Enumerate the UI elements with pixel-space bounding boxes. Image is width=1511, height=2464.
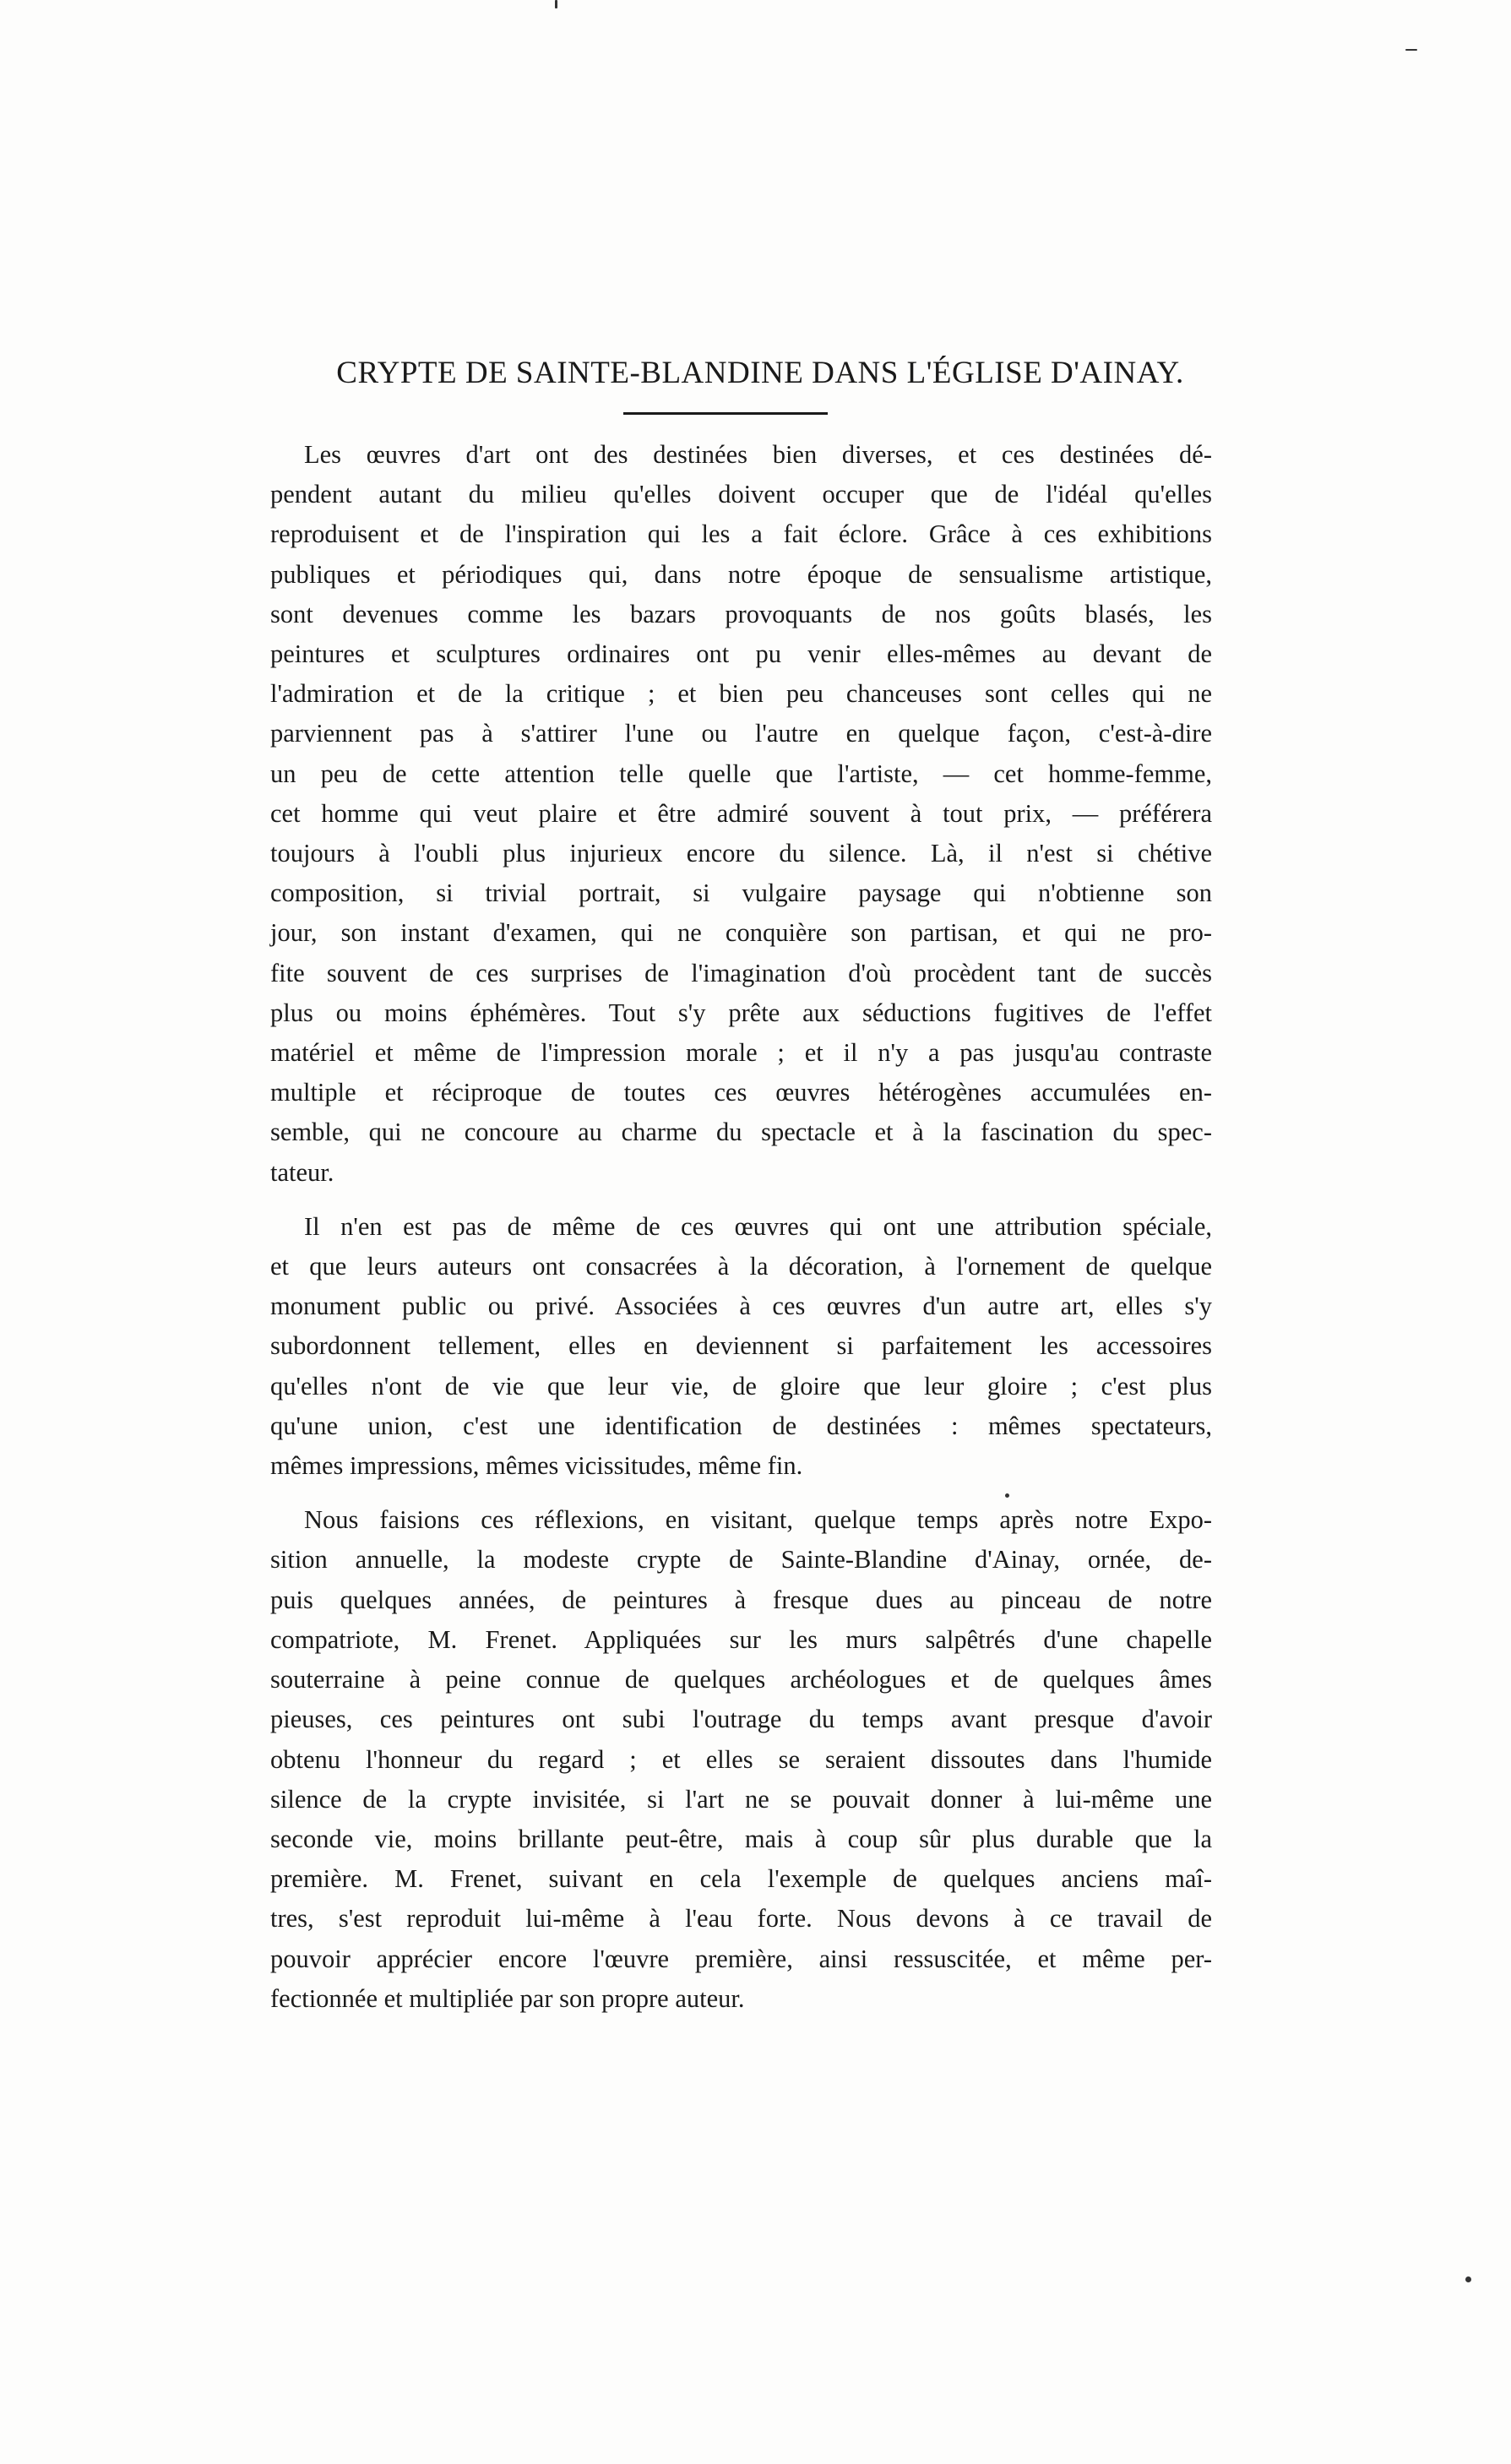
text-line: semble, qui ne concoure au charme du spectacle et à la fascination du spec- bbox=[270, 1118, 1212, 1147]
text-line: peintures et sculptures ordinaires ont pu venir elles-mêmes au devant de bbox=[270, 639, 1212, 669]
text-line: qu'elles n'ont de vie que leur vie, de gloire que leur gloire ; c'est plus bbox=[270, 1371, 1212, 1401]
text-line: matériel et même de l'impression morale ; et il n'y a pas jusqu'au contraste bbox=[270, 1038, 1212, 1068]
text-line: pendent autant du milieu qu'elles doivent occuper que de l'idéal qu'elles bbox=[270, 480, 1212, 509]
article-body bbox=[270, 435, 1212, 2033]
text-line: sont devenues comme les bazars provoquants de nos goûts blasés, les bbox=[270, 599, 1212, 628]
text-line: sition annuelle, la modeste crypte de Sainte-Blandine d'Ainay, ornée, de- bbox=[270, 1545, 1212, 1575]
text-line: souterraine à peine connue de quelques archéologues et de quelques âmes bbox=[270, 1665, 1212, 1694]
text-line: compatriote, M. Frenet. Appliquées sur les murs salpêtrés d'une chapelle bbox=[270, 1624, 1212, 1654]
text-line: monument public ou privé. Associées à ces œuvres d'un autre art, elles s'y bbox=[270, 1292, 1212, 1321]
paragraph-3 bbox=[270, 1500, 1212, 2019]
text-line: fectionnée et multipliée par son propre auteur. bbox=[270, 1983, 745, 2013]
text-line: publiques et périodiques qui, dans notre époque de sensualisme artistique, bbox=[270, 559, 1212, 589]
text-line: reproduisent et de l'inspiration qui les a fait éclore. Grâce à ces exhibitions bbox=[270, 519, 1212, 549]
text-line: Nous faisions ces réflexions, en visitant, quelque temps après notre Expo- bbox=[304, 1505, 1212, 1535]
text-line: et que leurs auteurs ont consacrées à la décoration, à l'ornement de quelque bbox=[270, 1252, 1212, 1281]
text-line: l'admiration et de la critique ; et bien peu chanceuses sont celles qui ne bbox=[270, 679, 1212, 709]
text-line: obtenu l'honneur du regard ; et elles se seraient dissoutes dans l'humide bbox=[270, 1744, 1212, 1774]
scan-speck bbox=[1405, 49, 1417, 51]
scan-speck bbox=[1005, 1493, 1009, 1498]
text-line: subordonnent tellement, elles en deviennent si parfaitement les accessoires bbox=[270, 1331, 1212, 1361]
text-line: un peu de cette attention telle quelle que l'artiste, — cet homme-femme, bbox=[270, 759, 1212, 788]
paragraph-2 bbox=[270, 1207, 1212, 1486]
text-line: puis quelques années, de peintures à fresque dues au pinceau de notre bbox=[270, 1585, 1212, 1614]
paragraph-1 bbox=[270, 435, 1212, 1193]
scan-speck bbox=[555, 0, 557, 8]
text-line: pieuses, ces peintures ont subi l'outrage du temps avant presque d'avoir bbox=[270, 1705, 1212, 1734]
text-line: tres, s'est reproduit lui-même à l'eau forte. Nous devons à ce travail de bbox=[270, 1904, 1212, 1934]
text-line: mêmes impressions, mêmes vicissitudes, même fin. bbox=[270, 1451, 803, 1481]
text-line: cet homme qui veut plaire et être admiré souvent à tout prix, — préférera bbox=[270, 798, 1212, 828]
text-line: pouvoir apprécier encore l'œuvre première, ainsi ressuscitée, et même per- bbox=[270, 1944, 1212, 1973]
text-line: multiple et réciproque de toutes ces œuvres hétérogènes accumulées en- bbox=[270, 1078, 1212, 1107]
text-line: première. M. Frenet, suivant en cela l'exemple de quelques anciens maî- bbox=[270, 1864, 1212, 1894]
text-line: qu'une union, c'est une identification de destinées : mêmes spectateurs, bbox=[270, 1411, 1212, 1440]
text-line: seconde vie, moins brillante peut-être, mais à coup sûr plus durable que la bbox=[270, 1824, 1212, 1853]
text-line: toujours à l'oubli plus injurieux encore du silence. Là, il n'est si chétive bbox=[270, 839, 1212, 868]
text-line: Il n'en est pas de même de ces œuvres qui ont une attribution spéciale, bbox=[304, 1211, 1212, 1241]
text-line: plus ou moins éphémères. Tout s'y prête aux séductions fugitives de l'effet bbox=[270, 998, 1212, 1027]
text-line: fite souvent de ces surprises de l'imagination d'où procèdent tant de succès bbox=[270, 958, 1212, 987]
article-title: CRYPTE DE SAINTE-BLANDINE DANS L'ÉGLISE D'AINAY. bbox=[336, 356, 1184, 390]
text-line: Les œuvres d'art ont des destinées bien diverses, et ces destinées dé- bbox=[304, 440, 1212, 469]
text-line: composition, si trivial portrait, si vulgaire paysage qui n'obtienne son bbox=[270, 878, 1212, 908]
title-rule bbox=[623, 412, 828, 415]
scan-speck bbox=[1465, 2276, 1471, 2282]
text-line: silence de la crypte invisitée, si l'art ne se pouvait donner à lui-même une bbox=[270, 1784, 1212, 1814]
text-line: parviennent pas à s'attirer l'une ou l'autre en quelque façon, c'est-à-dire bbox=[270, 719, 1212, 748]
text-line: jour, son instant d'examen, qui ne conquière son partisan, et qui ne pro- bbox=[270, 918, 1212, 948]
text-line: tateur. bbox=[270, 1157, 334, 1187]
